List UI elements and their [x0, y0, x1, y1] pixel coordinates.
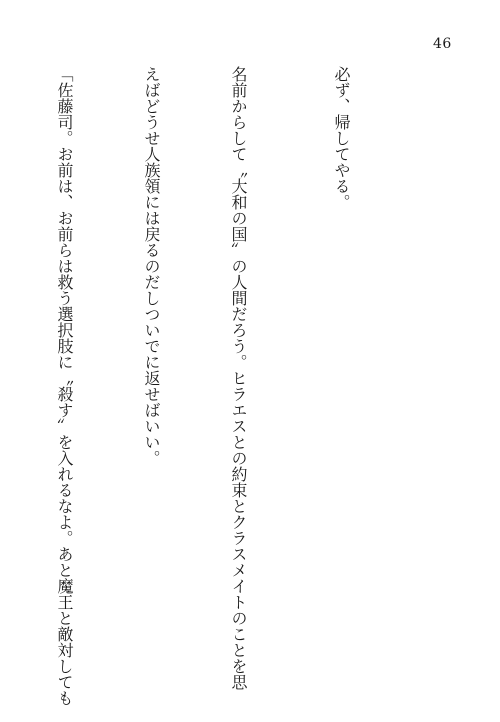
text-line: 「佐藤司。お前は、お前らは救う選択肢に〝殺す〟を入れるなよ。あと魔王と敵対しても — [55, 66, 74, 706]
text-line: 名前からして〝大和の国〟の人間だろう。ヒラエスとの約束とクラスメイトのことを思 — [229, 66, 248, 690]
page-number: 46 — [433, 36, 452, 52]
text-line: 必ず、帰してやる。 — [332, 66, 351, 210]
text-line: えばどうせ人族領には戻るのだしついでに返せばいい。 — [142, 66, 161, 466]
body-text — [0, 66, 430, 706]
